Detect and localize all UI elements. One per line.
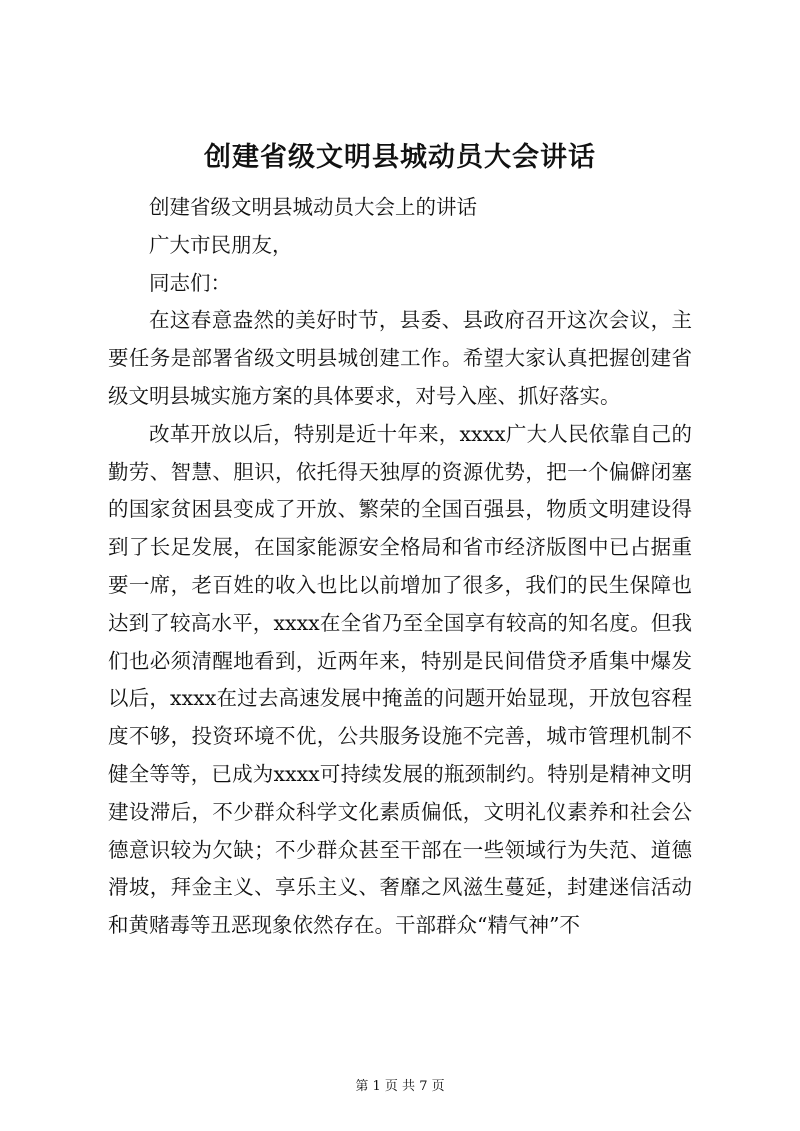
page-number: 第 1 页 共 7 页	[355, 1079, 445, 1094]
body-paragraph: 在这春意盎然的美好时节，县委、县政府召开这次会议，主要任务是部署省级文明县城创建工作。希望大家认真把握创建省级文明县城实施方案的具体要求，对号入座、抓好落实。	[108, 308, 692, 408]
salutation-paragraph: 广大市民朋友，	[149, 232, 293, 257]
body-paragraph: 改革开放以后，特别是近十年来，xxxx广大人民依靠自己的勤劳、智慧、胆识，依托得天独厚的资源优势，把一个偏僻闭塞的国家贫困县变成了开放、繁荣的全国百强县，物质文明建设得到了长足发展，在国家能源安全格局和省市经济版图中已占据重要一席，老百姓的收入也比以前增加了很多，我们的民生保障也达到了较高水平，xxxx在全省乃至全国享有较高的知名度。但我们也必须清醒地看到，近两年来，特别是民间借贷矛盾集中爆发以后，xxxx在过去高速发展中掩盖的问题开始显现，开放包容程度不够，投资环境不优，公共服务设施不完善，城市管理机制不健全等等，已成为xxxx可持续发展的瓶颈制约。特别是精神文明建设滞后，不少群众科学文化素质偏低，文明礼仪素养和社会公德意识较为欠缺；不少群众甚至干部在一些领域行为失范、道德滑坡，拜金主义、享乐主义、奢靡之风滋生蔓延，封建迷信活动和黄赌毒等丑恶现象依然存在。干部群众“精气神”不	[108, 421, 692, 938]
document-body	[108, 189, 692, 945]
subtitle-paragraph: 创建省级文明县城动员大会上的讲话	[149, 195, 477, 219]
document-title: 创建省级文明县城动员大会讲话	[204, 142, 596, 173]
salutation-paragraph: 同志们：	[149, 270, 231, 295]
